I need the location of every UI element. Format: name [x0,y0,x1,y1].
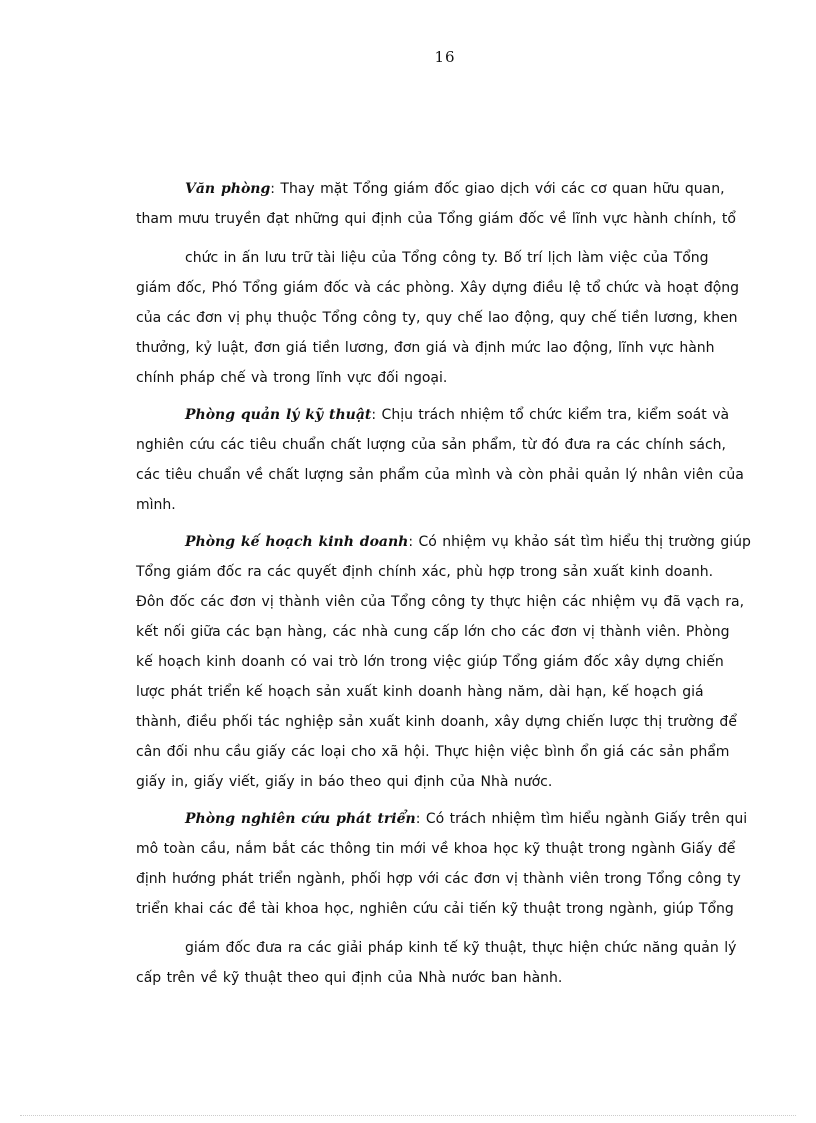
paragraph-line: mô toàn cầu, nắm bắt các thông tin mới về khoa học kỹ thuật trong ngành Giấy để [136,841,736,857]
paragraph-line: kết nối giữa các bạn hàng, các nhà cung cấp lớn cho các đơn vị thành viên. Phòng [136,624,730,640]
paragraph-line [185,533,751,551]
paragraph-line: giám đốc đưa ra các giải pháp kinh tế kỹ thuật, thực hiện chức năng quản lý [185,940,737,956]
page-bottom-divider [20,1115,796,1116]
paragraph-line: mình. [136,497,176,513]
paragraph-line: định hướng phát triển ngành, phối hợp với các đơn vị thành viên trong Tổng công ty [136,871,741,887]
paragraph-line [185,406,729,424]
paragraph-line: Tổng giám đốc ra các quyết định chính xác, phù hợp trong sản xuất kinh doanh. [136,564,714,580]
section-heading: Phòng quản lý kỹ thuật [185,407,372,423]
paragraph-line: cân đối nhu cầu giấy các loại cho xã hội. Thực hiện việc bình ổn giá các sản phẩm [136,744,730,760]
paragraph-line: thưởng, kỷ luật, đơn giá tiền lương, đơn giá và định mức lao động, lĩnh vực hành [136,340,715,356]
paragraph-line: giấy in, giấy viết, giấy in báo theo qui định của Nhà nước. [136,774,553,790]
paragraph-line: lược phát triển kế hoạch sản xuất kinh doanh hàng năm, dài hạn, kế hoạch giá [136,684,704,700]
paragraph-line: tham mưu truyền đạt những qui định của Tổng giám đốc về lĩnh vực hành chính, tổ [136,211,736,227]
paragraph-line [185,810,747,828]
paragraph-line: nghiên cứu các tiêu chuẩn chất lượng của sản phẩm, từ đó đưa ra các chính sách, [136,437,726,453]
section-heading: Văn phòng [185,181,271,197]
paragraph-line: thành, điều phối tác nghiệp sản xuất kinh doanh, xây dựng chiến lược thị trường để [136,714,737,730]
section-heading: Phòng kế hoạch kinh doanh [185,534,409,550]
page-number: 16 [434,48,456,66]
paragraph-line: chính pháp chế và trong lĩnh vực đối ngoại. [136,370,448,386]
paragraph-line: triển khai các đề tài khoa học, nghiên cứu cải tiến kỹ thuật trong ngành, giúp Tổng [136,901,734,917]
paragraph-text: : Chịu trách nhiệm tổ chức kiểm tra, kiểm soát và [371,407,730,423]
paragraph-text: : Thay mặt Tổng giám đốc giao dịch với các cơ quan hữu quan, [270,181,725,197]
paragraph-line: Đôn đốc các đơn vị thành viên của Tổng công ty thực hiện các nhiệm vụ đã vạch ra, [136,594,745,610]
paragraph-line: kế hoạch kinh doanh có vai trò lớn trong việc giúp Tổng giám đốc xây dựng chiến [136,654,724,670]
paragraph-line [185,180,725,198]
paragraph-line: của các đơn vị phụ thuộc Tổng công ty, quy chế lao động, quy chế tiền lương, khen [136,310,738,326]
paragraph-line: giám đốc, Phó Tổng giám đốc và các phòng. Xây dựng điều lệ tổ chức và hoạt động [136,280,740,296]
paragraph-text: : Có nhiệm vụ khảo sát tìm hiểu thị trường giúp [408,534,751,550]
paragraph-text: : Có trách nhiệm tìm hiểu ngành Giấy trên qui [415,811,748,827]
paragraph-line: chức in ấn lưu trữ tài liệu của Tổng công ty. Bố trí lịch làm việc của Tổng [185,250,709,266]
paragraph-line: cấp trên về kỹ thuật theo qui định của Nhà nước ban hành. [136,970,563,986]
section-heading: Phòng nghiên cứu phát triển [185,811,416,827]
paragraph-line: các tiêu chuẩn về chất lượng sản phẩm của mình và còn phải quản lý nhân viên của [136,467,744,483]
